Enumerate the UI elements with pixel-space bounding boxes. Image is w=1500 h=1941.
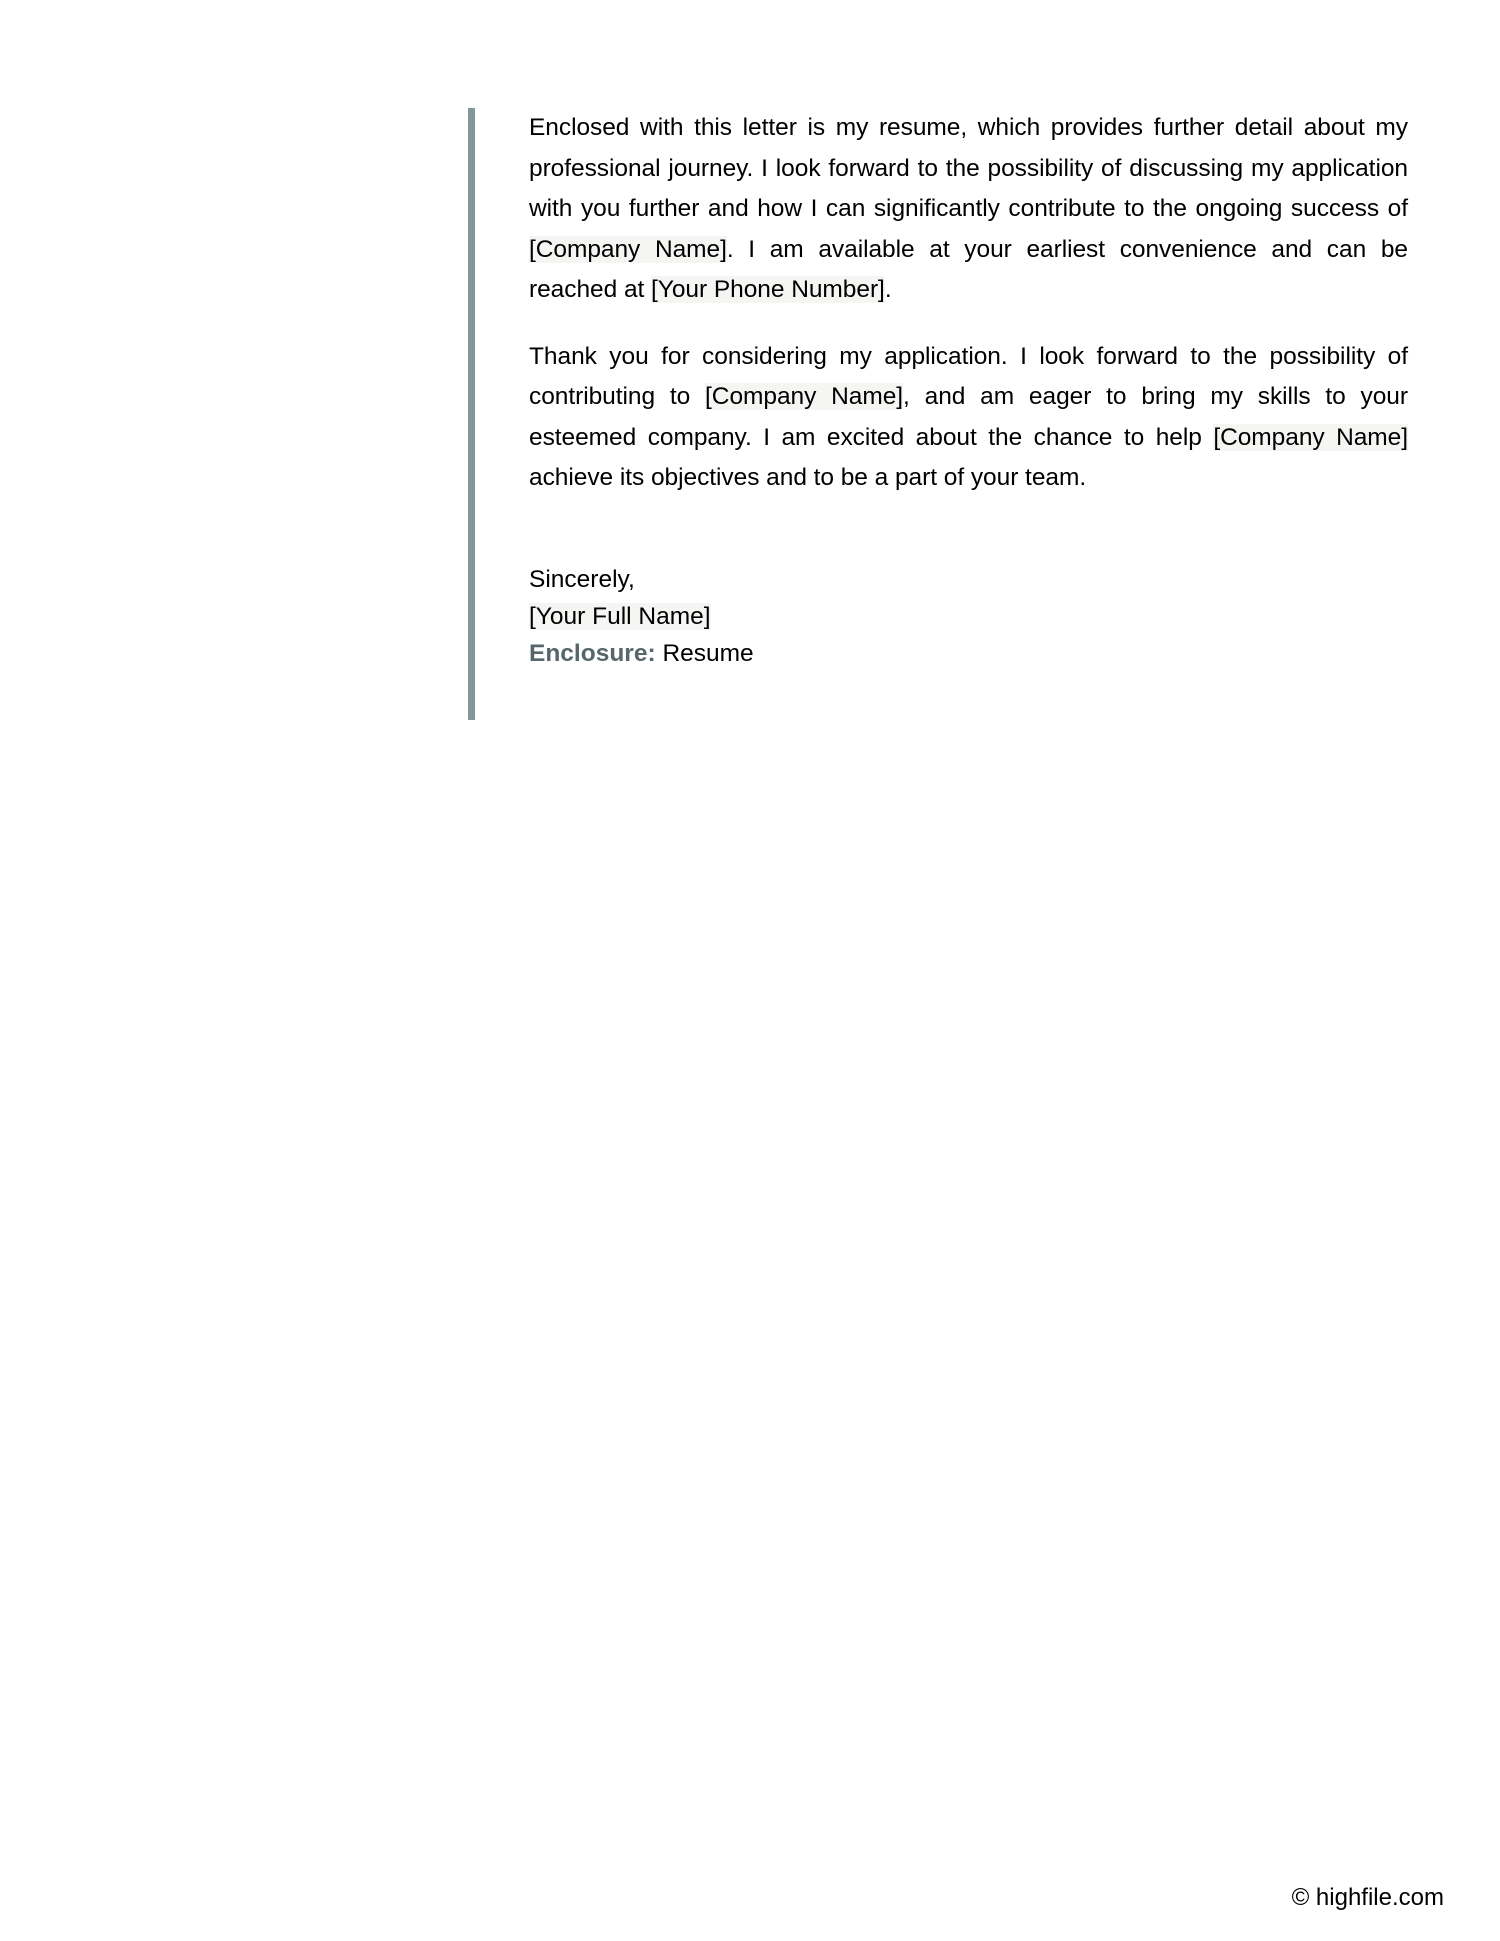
- paragraph-1-segment-text-1: Enclosed with this letter is my resume, which provides further detail about my professional journey. I look forward to the possibility of discussing my application with you further and how I can significantly contribute to the ongoing success of: [529, 114, 1408, 222]
- paragraph-2-segment-text-3: achieve its objectives and to be a part of your team.: [529, 464, 1087, 491]
- paragraph-enclosed-resume: [529, 108, 1408, 311]
- placeholder-your-phone-number: [Your Phone Number]: [651, 276, 885, 303]
- paragraph-1-segment-text-2: . I am available at your earliest convenience and can be reached at: [529, 235, 1408, 303]
- placeholder-your-full-name: [Your Full Name]: [529, 603, 711, 630]
- paragraph-2-segment-text-2: , and am eager to bring my skills to your esteemed company. I am excited about the chance to help: [529, 383, 1408, 451]
- placeholder-company-name-2: [Company Name]: [705, 383, 904, 410]
- paragraph-thank-you: [529, 337, 1408, 499]
- signature-block: [529, 561, 1408, 673]
- placeholder-company-name-1: [Company Name]: [529, 235, 727, 263]
- footer-copyright: © highfile.com: [1291, 1884, 1444, 1911]
- closing-line: Sincerely,: [529, 565, 635, 593]
- paragraph-2-segment-text-1: Thank you for considering my application. I look forward to the possibility of contributing to: [529, 342, 1408, 410]
- paragraph-1-segment-text-3: .: [884, 276, 892, 303]
- placeholder-company-name-3: [Company Name]: [1213, 423, 1409, 451]
- letter-body-block: [468, 108, 1408, 720]
- enclosure-label: Enclosure:: [529, 640, 656, 667]
- enclosure-line: [529, 635, 1408, 672]
- enclosure-value-text: Resume: [662, 640, 754, 667]
- enclosure-value: [656, 640, 754, 667]
- signature-name-line: [529, 598, 1408, 635]
